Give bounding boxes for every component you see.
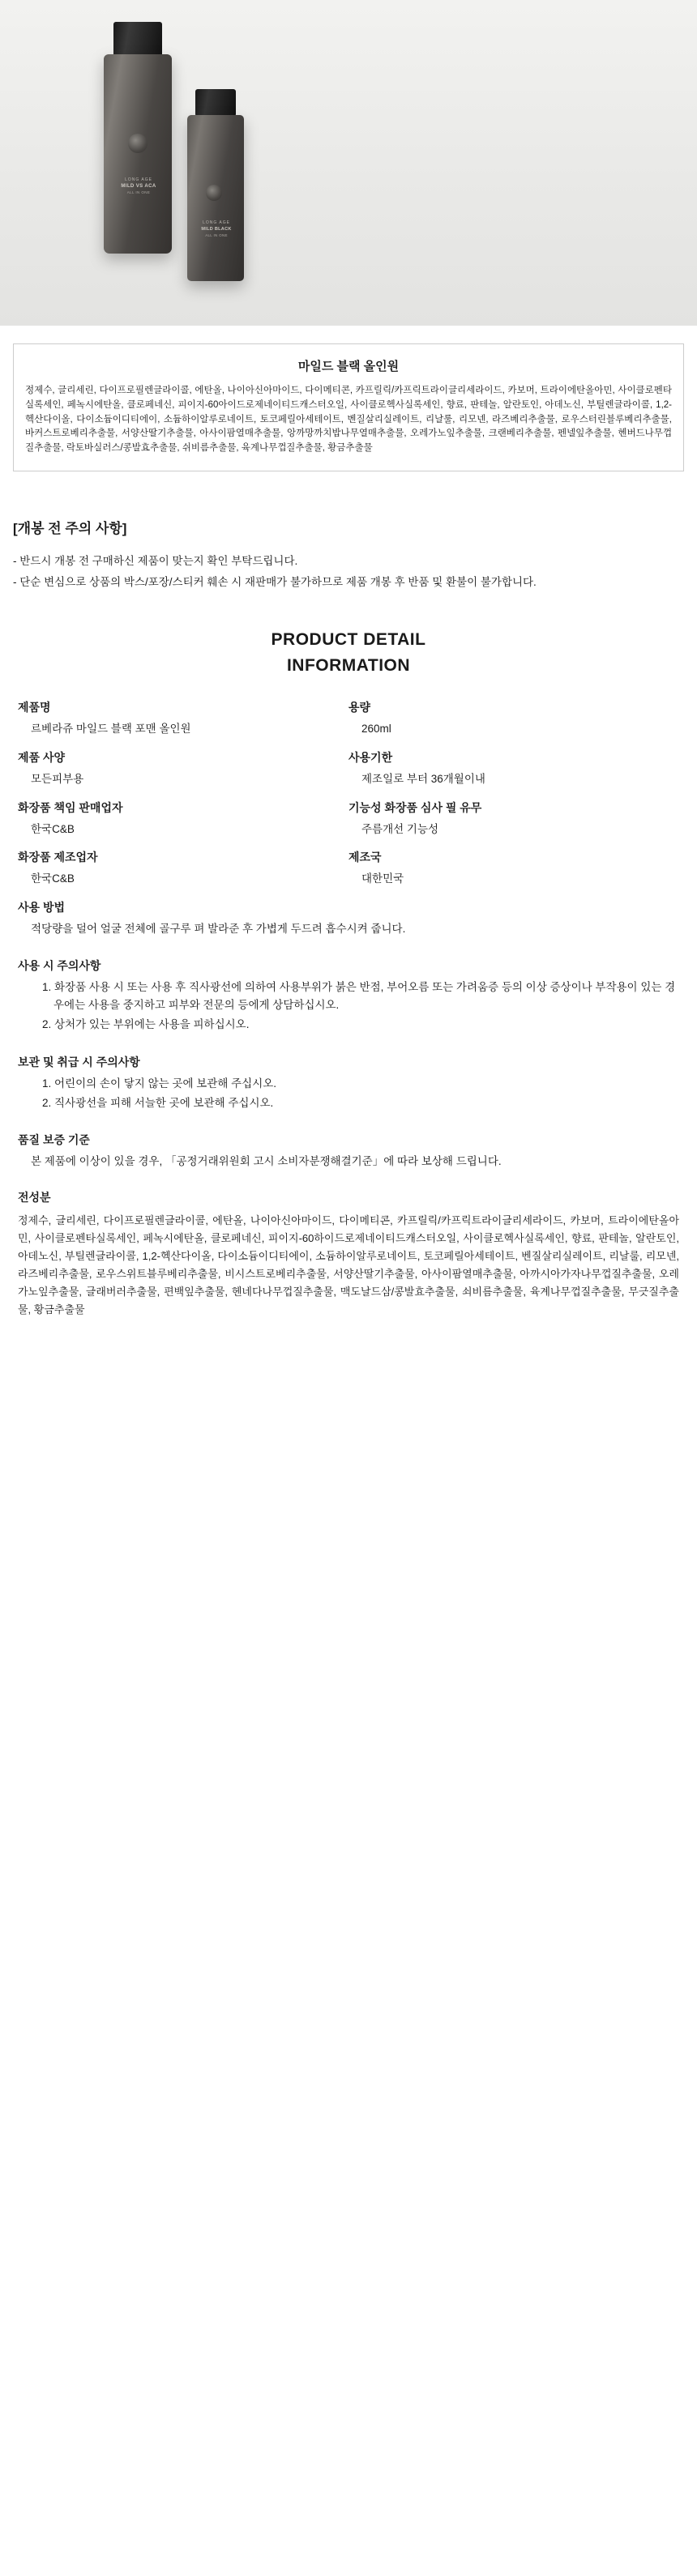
pre-open-notice-line-2: - 단순 변심으로 상품의 박스/포장/스티커 훼손 시 재판매가 불가하므로 제품 개봉 후 반품 및 환불이 불가합니다. <box>13 575 537 588</box>
large-bottle-cap <box>113 22 162 58</box>
spec-cell-specification <box>18 749 348 788</box>
spec-value: 르베라쥬 마일드 블랙 포맨 올인원 <box>31 723 191 736</box>
spacer <box>0 949 697 957</box>
spec-value: 한국C&B <box>31 872 75 885</box>
large-bottle-body <box>104 54 172 254</box>
quality-guarantee-text: 본 제품에 이상이 있을 경우, 「공정거래위원회 고시 소비자분쟁해결기준」에 따라 보상해 드립니다. <box>31 1155 502 1168</box>
spec-row <box>18 849 679 888</box>
spec-value: 한국C&B <box>31 822 75 835</box>
spec-label: 기능성 화장품 심사 필 유무 <box>348 800 482 814</box>
ingredient-summary-box <box>13 343 684 471</box>
spec-row <box>18 800 679 838</box>
large-bottle-sub: ALL IN ONE <box>126 190 151 194</box>
quality-guarantee-label: 품질 보증 기준 <box>18 1133 90 1147</box>
storage-list <box>18 1075 679 1113</box>
spec-cell-functional-review <box>348 800 679 838</box>
spec-value: 모든피부용 <box>31 772 84 785</box>
spec-label: 화장품 책임 판매업자 <box>18 800 123 814</box>
spec-value: 제조일로 부터 36개월이내 <box>361 772 485 785</box>
full-ingredients-text: 정제수, 글리세린, 다이프로필렌글라이콜, 에탄올, 나이아신아마이드, 다이메티콘, 카프릴릭/카프릭트라이글리세라이드, 카보머, 트라이에탄올아민, 사이클로펜타실록세인, 페녹시에탄올, 클로페네신, 피이지-60하이드로제네이티드캐스터오일, 사이클로헥사실록세인, 향료, 판테놀, 알란토인, 아데노신, 부틸렌글라이콜, 1,2-헥산다이올, 다이소듐이디티에이, 소듐하이알루로네이트, 토코페릴아세테이트, 벤질살리실레이트, 리날룰, 리모넨, 라즈베리추출물, 로우스위트블루베리추출물, 비시스트로베리추출물, 서양산딸기추출물, 아사이팜열매추출물, 아까시아가자나무껍질추출물, 오레가노잎추출물, 글래버러추출물, 편백잎추출물, 헨네다나무껍질추출물, 맥도날드삼/콩발효추출물, 쇠비름추출물, 육계나무껍질추출물, 무긋질추출물, 황금추출물 <box>18 1213 679 1316</box>
large-bottle-product: MILD VS ACA <box>121 184 156 189</box>
spec-value: 주름개선 기능성 <box>361 822 439 835</box>
list-item: 1. 화장품 사용 시 또는 사용 후 직사광선에 의하여 사용부위가 붉은 반점, 부어오름 또는 가려움증 등의 이상 증상이나 부작용이 있는 경우에는 사용을 중지하고 피부와 전문의 등에게 상담하십시오. <box>42 980 676 1012</box>
product-detail-heading <box>0 627 697 678</box>
caution-list <box>18 979 679 1034</box>
spec-row <box>18 699 679 738</box>
spec-cell-country <box>348 849 679 888</box>
ingredient-summary-text: 정제수, 글리세린, 다이프로필렌글라이콜, 에탄올, 나이아신아마이드, 다이메티콘, 카프릴릭/카프릭트라이글리세라이드, 카보머, 트라이에탄올아민, 사이클로펜타실록세인, 페녹시에탄올, 클로페네신, 피이지-60아이드로제네이티드캐스터오일, 사이클로헥사실록세인, 향료, 판테놀, 알란토인, 아데노신, 부틸렌글라이콜, 1,2-헥산다이올, 다이소듐이디티에이, 소듐하이알루로네이트, 토코페릴아세테이트, 벤질살리실레이트, 리날룰, 리모넨, 라즈베리추출물, 로우스터린블루베리추출물, 바커스트로베리추출물, 서양산딸기추출물, 아사이팜열매추출물, 앙까망까치밥나무열매추출물, 오레가노잎추출물, 크랜베리추출물, 펜넬잎추출물, 헨버드나무껍질추출물, 락토바실러스/콩발효추출물, 쉬비름추출물, 육계나무껍질추출물, 황금추출물 <box>25 386 672 454</box>
product-hero-image <box>0 0 697 326</box>
large-bottle-label <box>110 177 167 198</box>
small-bottle-emblem-icon <box>206 185 222 201</box>
small-bottle-product: MILD BLACK <box>201 226 232 232</box>
full-ingredients-label: 전성분 <box>18 1190 51 1204</box>
usage-text: 적당량을 덜어 얼굴 전체에 골구루 펴 발라준 후 가볍게 두드려 흡수시켜 줍니다. <box>31 922 406 935</box>
large-bottle-emblem-icon <box>128 134 148 153</box>
spec-label: 용량 <box>348 701 371 714</box>
caution-block <box>18 957 679 1034</box>
large-bottle-brand: LONG AGE <box>125 177 152 182</box>
spec-row <box>18 749 679 788</box>
usage-label: 사용 방법 <box>18 900 65 914</box>
list-item: 2. 직사광선을 피해 서늘한 곳에 보관해 주십시오. <box>42 1097 274 1110</box>
spec-value: 260ml <box>361 723 391 736</box>
small-bottle-brand: LONG AGE <box>203 220 230 225</box>
product-detail-heading-line-2: INFORMATION <box>286 655 411 675</box>
storage-block <box>18 1054 679 1113</box>
spacer <box>0 1124 697 1132</box>
product-detail-heading-line-1: PRODUCT DETAIL <box>271 630 426 650</box>
pre-open-notice-section <box>13 517 684 591</box>
spec-cell-manufacturer <box>18 849 348 888</box>
ingredient-summary-title: 마일드 블랙 올인원 <box>297 360 400 373</box>
spec-cell-expiry <box>348 749 679 788</box>
spec-label: 화장품 제조업자 <box>18 851 98 864</box>
small-bottle-sub: ALL IN ONE <box>205 233 228 237</box>
spec-label: 제조국 <box>348 851 382 864</box>
spec-cell-product-name <box>18 699 348 738</box>
pre-open-notice-heading: [개봉 전 주의 사항] <box>13 521 127 537</box>
storage-label: 보관 및 취급 시 주의사항 <box>18 1055 140 1068</box>
usage-block <box>18 899 679 938</box>
spec-label: 사용기한 <box>348 750 393 764</box>
spec-label: 제품명 <box>18 701 51 714</box>
caution-label: 사용 시 주의사항 <box>18 958 101 972</box>
spec-value: 대한민국 <box>361 872 404 885</box>
spacer <box>0 1046 697 1054</box>
full-ingredients-block <box>18 1189 679 1320</box>
spec-cell-volume <box>348 699 679 738</box>
list-item: 1. 어린이의 손이 닿지 않는 곳에 보관해 주십시오. <box>42 1077 277 1090</box>
spec-label: 제품 사양 <box>18 750 65 764</box>
quality-guarantee-block <box>18 1132 679 1171</box>
pre-open-notice-line-1: - 반드시 개봉 전 구매하신 제품이 맞는지 확인 부탁드립니다. <box>13 555 298 568</box>
product-spec-table <box>18 699 679 887</box>
small-bottle-label <box>193 220 240 240</box>
small-bottle-cap <box>195 89 236 117</box>
spec-cell-seller <box>18 800 348 838</box>
list-item: 2. 상처가 있는 부위에는 사용을 피하십시오. <box>42 1018 250 1031</box>
